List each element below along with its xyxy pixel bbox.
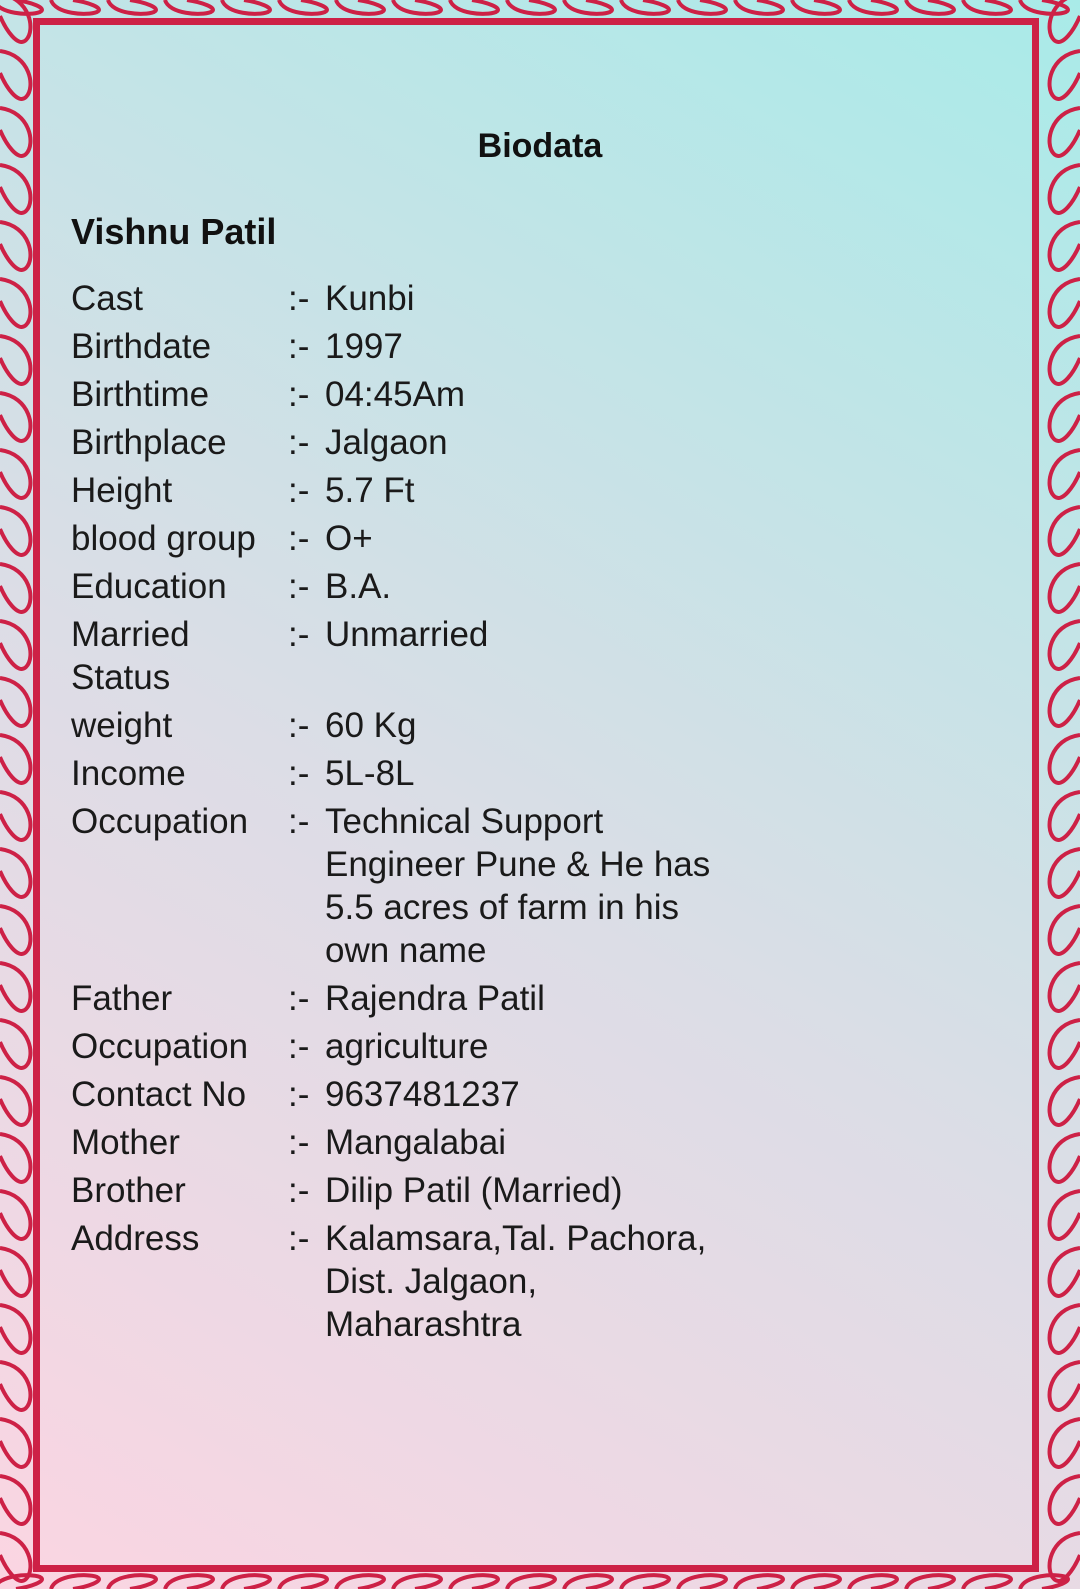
field-value: Kalamsara,Tal. Pachora, Dist. Jalgaon, Maharashtra [325,1219,707,1344]
field-separator: :- [288,279,310,318]
field-separator: :- [288,567,310,606]
field-row-contact-no [71,1073,771,1116]
field-label: Occupation [71,1027,249,1066]
field-label: Birthplace [71,423,227,462]
field-row-birthtime [71,373,771,416]
field-row-brother [71,1169,771,1212]
field-row-occupation [71,800,771,972]
field-separator: :- [288,375,310,414]
field-label: Father [71,979,173,1018]
field-value: 60 Kg [325,706,417,745]
field-label: Birthtime [71,375,210,414]
field-row-address [71,1217,771,1346]
field-label: Birthdate [71,327,212,366]
field-separator: :- [288,1027,310,1066]
field-label: Cast [71,279,143,318]
field-row-father [71,977,771,1020]
field-separator: :- [288,1123,310,1162]
field-label: Income [71,754,186,793]
field-value: Rajendra Patil [325,979,545,1018]
field-value: Dilip Patil (Married) [325,1171,623,1210]
field-row-birthplace [71,421,771,464]
field-value: agriculture [325,1027,489,1066]
field-label: Brother [71,1171,186,1210]
person-name: Vishnu Patil [71,211,277,252]
field-separator: :- [288,327,310,366]
field-value: B.A. [325,567,392,606]
field-label: Education [71,567,227,606]
field-value: Technical Support Engineer Pune & He has 5.5 acres of farm in his own name [325,802,711,970]
biodata-fields [71,277,771,1351]
field-separator: :- [288,754,310,793]
field-value: Mangalabai [325,1123,506,1162]
field-label: Height [71,471,173,510]
field-label: Address [71,1219,200,1258]
field-value: O+ [325,519,373,558]
field-separator: :- [288,979,310,1018]
field-separator: :- [288,706,310,745]
field-label: Mother [71,1123,180,1162]
field-label: weight [71,706,173,745]
field-row-father-occupation [71,1025,771,1068]
field-separator: :- [288,1075,310,1114]
field-value: 5L-8L [325,754,415,793]
field-row-income [71,752,771,795]
field-separator: :- [288,802,310,841]
field-separator: :- [288,519,310,558]
field-label: blood group [71,519,256,558]
field-separator: :- [288,615,310,654]
field-value: 9637481237 [325,1075,520,1114]
field-row-married-status [71,613,771,699]
field-row-education [71,565,771,608]
field-value: Jalgaon [325,423,448,462]
field-value: 5.7 Ft [325,471,415,510]
field-row-blood-group [71,517,771,560]
field-label: Married Status [71,615,190,697]
field-separator: :- [288,471,310,510]
field-value: Kunbi [325,279,415,318]
field-row-weight [71,704,771,747]
field-separator: :- [288,1219,310,1258]
field-label: Contact No [71,1075,247,1114]
field-separator: :- [288,423,310,462]
field-label: Occupation [71,802,249,841]
field-row-mother [71,1121,771,1164]
field-row-cast [71,277,771,320]
field-value: 1997 [325,327,403,366]
page-title: Biodata [477,127,603,165]
field-separator: :- [288,1171,310,1210]
field-row-birthdate [71,325,771,368]
field-row-height [71,469,771,512]
field-value: Unmarried [325,615,489,654]
field-value: 04:45Am [325,375,466,414]
